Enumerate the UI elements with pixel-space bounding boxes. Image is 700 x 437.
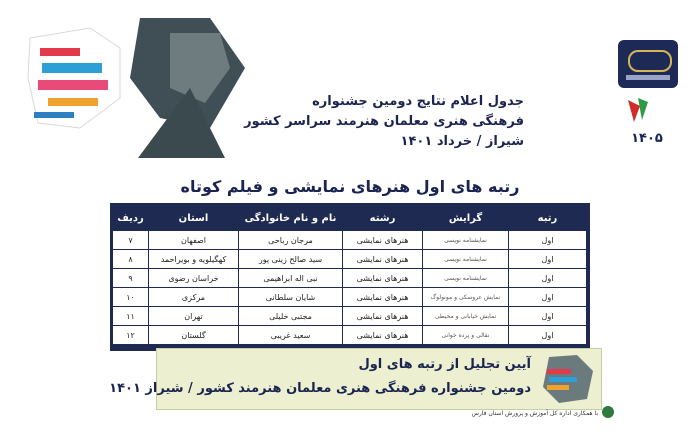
table-row [113, 250, 587, 269]
cell-rank: اول [509, 288, 587, 307]
banner-line-2: دومین جشنواره فرهنگی هنری معلمان هنرمند کشور / شیراز ۱۴۰۱ [109, 381, 531, 396]
cell-field: هنرهای نمایشی [343, 250, 423, 269]
cell-province: کهگیلویه و بویراحمد [149, 250, 239, 269]
cell-field: هنرهای نمایشی [343, 326, 423, 345]
cell-field: هنرهای نمایشی [343, 269, 423, 288]
header-row-number: ردیف [117, 212, 144, 224]
cell-name: مرجان رباحی [239, 231, 343, 250]
cell-genre: نمایش عروسکی و مونولوگ [423, 288, 509, 307]
header-name: نام و نام خانوادگی [244, 212, 337, 224]
footer-note: با همکاری اداره کل آموزش و پرورش استان فارس [471, 410, 598, 417]
table-row [113, 231, 587, 250]
cell-name: شایان سلطانی [239, 288, 343, 307]
header-genre: گرایش [448, 212, 483, 224]
cell-row-number: ۸ [113, 250, 149, 269]
cell-row-number: ۱۲ [113, 326, 149, 345]
cell-field: هنرهای نمایشی [343, 231, 423, 250]
cell-rank: اول [509, 231, 587, 250]
section-title: رتبه های اول هنرهای نمایشی و فیلم کوتاه [180, 177, 520, 196]
title-line-2: فرهنگی هنری معلمان هنرمند سراسر کشور [244, 114, 524, 129]
cell-province: خراسان رضوی [149, 269, 239, 288]
cell-genre: نقالی و پرده خوانی [423, 326, 509, 345]
cell-rank: اول [509, 326, 587, 345]
cell-rank: اول [509, 250, 587, 269]
cell-name: سعید غریبی [239, 326, 343, 345]
logo-1405-text: ۱۴۰۵ [631, 131, 663, 146]
cell-genre: نمایشنامه نویسی [423, 269, 509, 288]
table-header-row [113, 206, 587, 231]
cell-province: مرکزی [149, 288, 239, 307]
cell-province: اصفهان [149, 231, 239, 250]
results-table [110, 203, 590, 351]
table-row [113, 288, 587, 307]
table-row [113, 326, 587, 345]
province-education-logo-icon [602, 406, 614, 418]
cell-rank: اول [509, 269, 587, 288]
education-ministry-emblem-icon [618, 40, 678, 88]
banner-line-1: آیین تجلیل از رتبه های اول [358, 357, 531, 372]
header-rank: رتبه [537, 212, 558, 224]
cell-genre: نمایشنامه نویسی [423, 250, 509, 269]
cell-rank: اول [509, 307, 587, 326]
cell-row-number: ۱۰ [113, 288, 149, 307]
page-title [244, 92, 524, 152]
header-field: رشته [369, 212, 396, 224]
festival-mini-poster-icon [537, 351, 597, 407]
cell-genre: نمایش خیابانی و محیطی [423, 307, 509, 326]
cell-field: هنرهای نمایشی [343, 288, 423, 307]
cell-name: نبی اله ابراهیمی [239, 269, 343, 288]
logo-1405-icon [618, 96, 676, 148]
cell-province: تهران [149, 307, 239, 326]
cell-genre: نمایشنامه نویسی [423, 231, 509, 250]
title-line-3: شیراز / خرداد ۱۴۰۱ [400, 134, 524, 149]
cell-row-number: ۱۱ [113, 307, 149, 326]
ceremony-banner [109, 348, 602, 410]
cell-field: هنرهای نمایشی [343, 307, 423, 326]
cell-name: مجتبی خلیلی [239, 307, 343, 326]
title-line-1: جدول اعلام نتایج دومین جشنواره [312, 94, 524, 109]
cell-row-number: ۹ [113, 269, 149, 288]
cell-province: گلستان [149, 326, 239, 345]
header-province: استان [178, 212, 209, 224]
table-row [113, 307, 587, 326]
cell-name: سید صالح زینی پور [239, 250, 343, 269]
table-row [113, 269, 587, 288]
cell-row-number: ۷ [113, 231, 149, 250]
festival-poster-icon [20, 8, 250, 173]
